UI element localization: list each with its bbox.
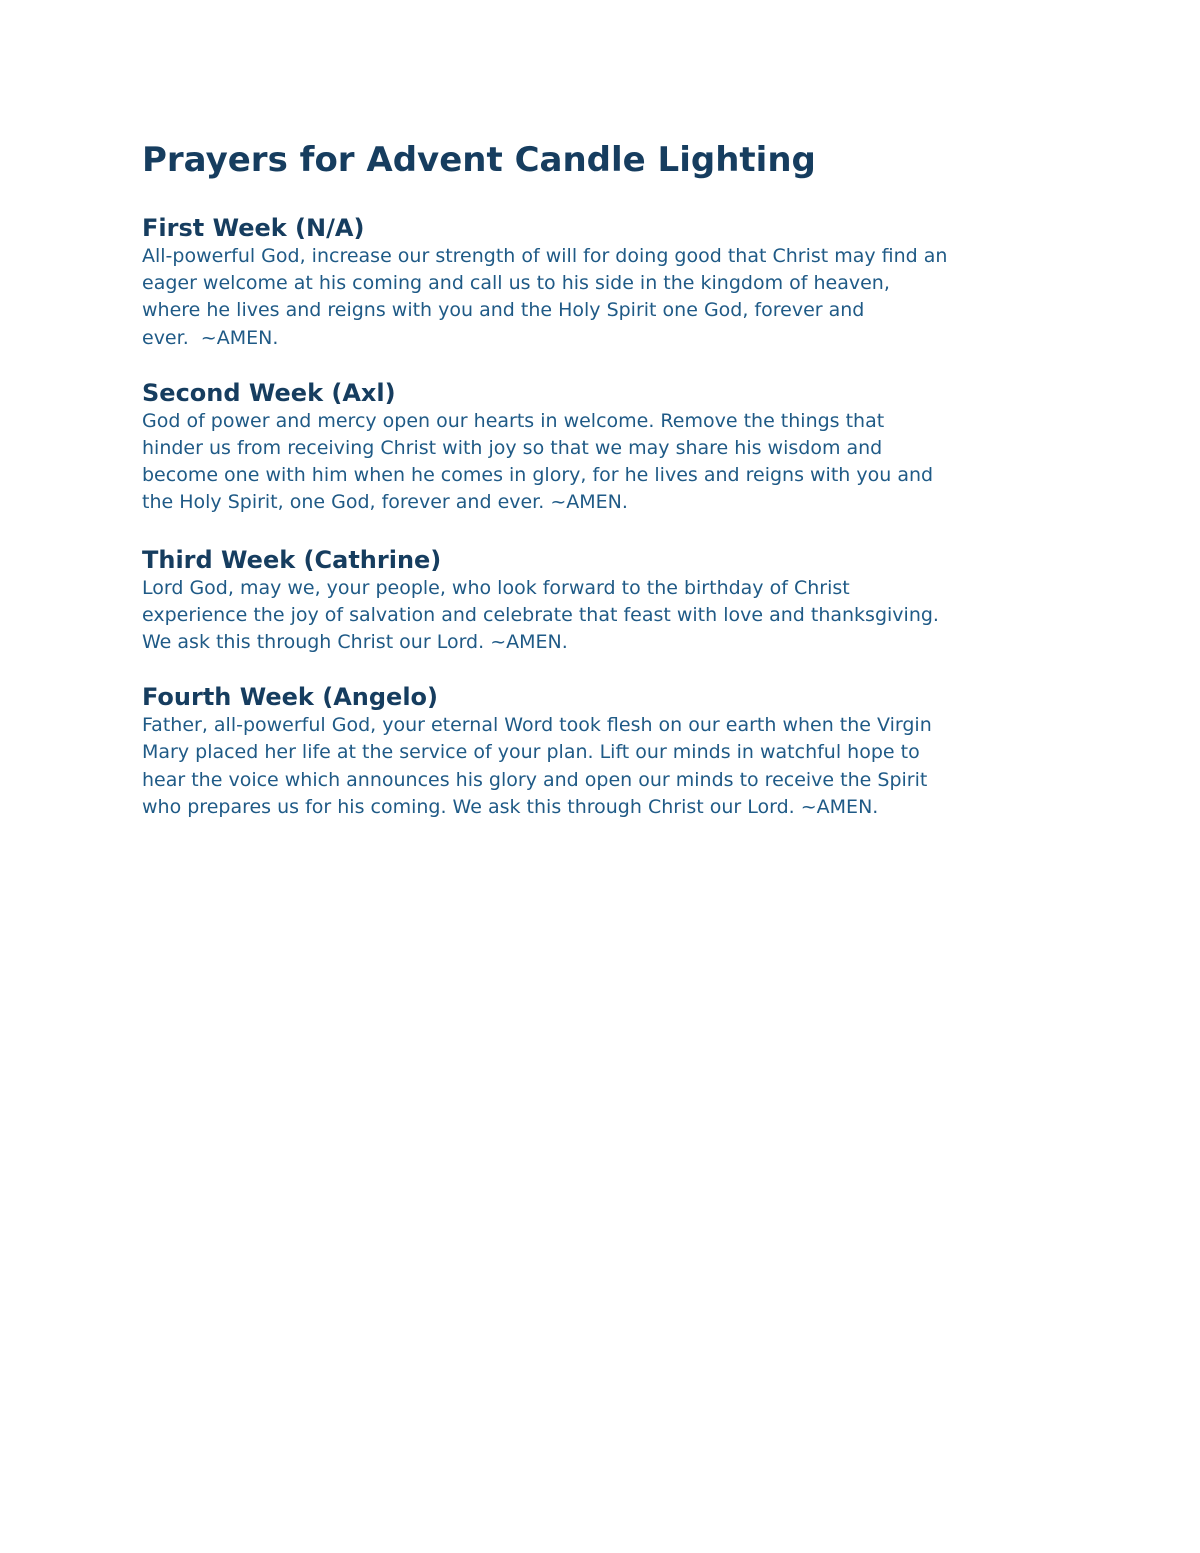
page-title: Prayers for Advent Candle Lighting (142, 140, 816, 180)
section-fourth-week (142, 682, 1062, 821)
prayer-line: become one with him when he comes in glory, for he lives and reigns with you and (142, 464, 934, 487)
prayer-text (142, 712, 1062, 821)
section-heading: Third Week (Cathrine) (142, 545, 442, 574)
prayer-line: Lord God, may we, your people, who look forward to the birthday of Christ (142, 576, 850, 599)
prayer-line: Father, all-powerful God, your eternal Word took flesh on our earth when the Virgin (142, 714, 932, 737)
prayer-text (142, 575, 1062, 657)
prayer-line: experience the joy of salvation and celebrate that feast with love and thanksgiving. (142, 603, 939, 626)
section-second-week (142, 378, 1062, 517)
prayer-line: the Holy Spirit, one God, forever and ever. ~AMEN. (142, 491, 628, 514)
prayer-line: where he lives and reigns with you and the Holy Spirit one God, forever and (142, 299, 865, 322)
prayer-line: Mary placed her life at the service of your plan. Lift our minds in watchful hope to (142, 741, 920, 764)
section-first-week (142, 213, 1062, 352)
prayer-line: God of power and mercy open our hearts in welcome. Remove the things that (142, 409, 885, 432)
prayer-line: hear the voice which announces his glory and open our minds to receive the Spirit (142, 768, 928, 791)
prayer-line: We ask this through Christ our Lord. ~AMEN. (142, 631, 568, 654)
section-third-week (142, 545, 1062, 657)
prayer-line: All-powerful God, increase our strength of will for doing good that Christ may find an (142, 245, 948, 267)
section-heading: Fourth Week (Angelo) (142, 683, 439, 712)
prayer-line: eager welcome at his coming and call us to his side in the kingdom of heaven, (142, 272, 890, 295)
document-content (142, 136, 1062, 821)
prayer-line: hinder us from receiving Christ with joy so that we may share his wisdom and (142, 437, 883, 460)
prayer-text (142, 243, 1062, 352)
prayer-line: ever. ~AMEN. (142, 326, 279, 349)
prayer-text (142, 408, 1062, 517)
section-heading: Second Week (Axl) (142, 378, 396, 407)
section-heading: First Week (N/A) (142, 214, 365, 242)
prayer-line: who prepares us for his coming. We ask this through Christ our Lord. ~AMEN. (142, 795, 879, 818)
